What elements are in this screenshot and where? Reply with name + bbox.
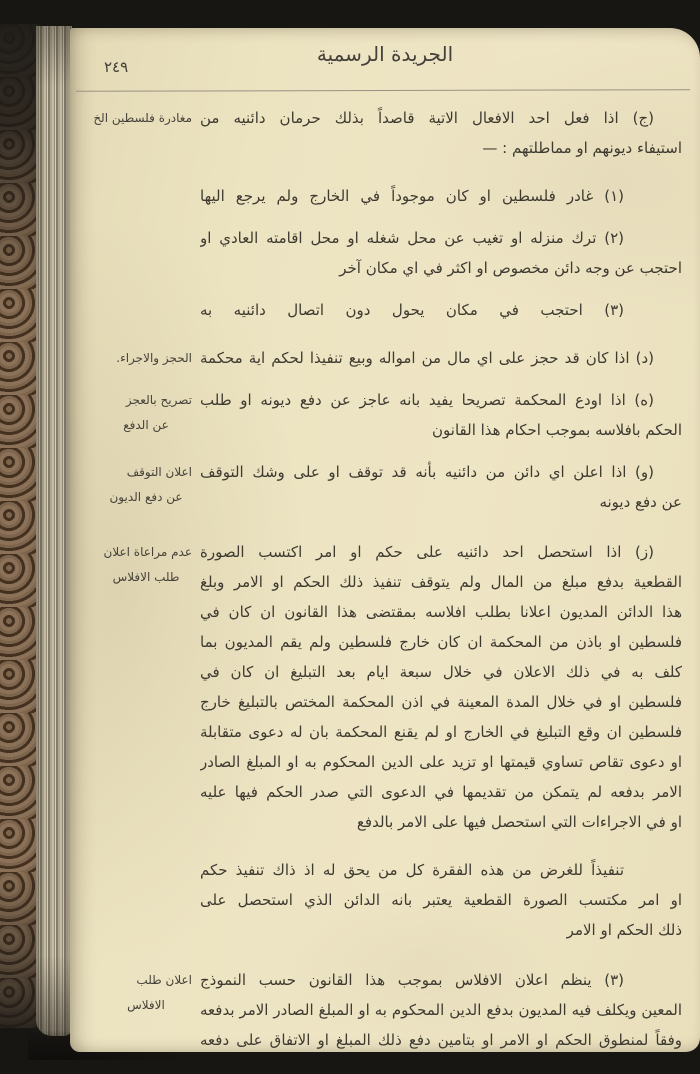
clause-3-bankruptcy-notice — [90, 965, 682, 1055]
margin-note-line: تصريح بالعجز — [125, 393, 192, 407]
text-line: القطعية بدفع مبلغ من المال ولم يتوقف تنفيذ ذلك الحكم او الامر وبلغ — [200, 573, 682, 591]
margin-note-dal — [90, 346, 192, 371]
margin-note-line: اعلان طلب — [136, 973, 192, 987]
page-title: الجريدة الرسمية — [316, 42, 454, 66]
margin-note-line: مغادرة فلسطين الخ — [93, 111, 192, 125]
text-line: هذا الدائن المديون اعلانا بطلب افلاسه بمقتضى هذا القانون ان كان في — [200, 603, 682, 621]
paragraph-dal — [90, 343, 682, 373]
text-line: فلسطين ان وقع التبليغ في الخارج او لم يقنع المحكمة بان له دعوى متقابلة — [200, 723, 682, 741]
text-line: ذلك الحكم او الامر — [566, 921, 682, 939]
text-line: (٢) ترك منزله او تغيب عن محل شغله او محل اقامته العادي او — [200, 229, 624, 247]
margin-note-line: عن الدفع — [123, 418, 169, 432]
book-cover-spine — [0, 24, 40, 1028]
gazette-page — [70, 28, 700, 1052]
text-line: او في الاجراءات التي استحصل فيها على الامر بالدفع — [356, 813, 682, 831]
page-edges — [36, 26, 72, 1036]
text-line: فلسطين او في خلال المدة المعينة في اذن المحكمة المختص بالتبليغ خارج — [200, 693, 682, 711]
margin-note-line: عدم مراعاة اعلان — [103, 545, 192, 559]
text-line: (ز) اذا استحصل احد دائنيه على حكم او امر اكتسب الصورة — [200, 543, 654, 561]
clause-2 — [90, 223, 682, 283]
text-line: عن دفع ديونه — [599, 493, 682, 511]
header-rule — [76, 89, 690, 92]
margin-note-line: طلب الافلاس — [112, 570, 180, 584]
clause-3 — [90, 295, 682, 325]
margin-note-line: عن دفع الديون — [109, 490, 183, 504]
margin-note-line: الافلاس — [127, 998, 165, 1012]
text-line: (٣) ينظم اعلان الافلاس بموجب هذا القانون حسب النموذج — [200, 971, 624, 989]
text-line: (و) اذا اعلن اي دائن من دائنيه بأنه قد توقف او على وشك التوقف — [200, 463, 654, 481]
text-line: المعين ويكلف فيه المديون بدفع الدين المحكوم به او المبلغ الصادر الامر بدفعه — [200, 1001, 682, 1019]
paragraph-execution — [90, 855, 682, 945]
text-line: (ه) اذا اودع المحكمة تصريحا يفيد بانه عاجز عن دفع ديونه او طلب — [200, 391, 654, 409]
text-line: الحكم بافلاسه بموجب احكام هذا القانون — [432, 421, 682, 439]
margin-note-line: اعلان التوقف — [126, 465, 192, 479]
text-line: (١) غادر فلسطين او كان موجوداً في الخارج ولم يرجع اليها — [200, 187, 624, 205]
margin-note-zay — [90, 540, 192, 590]
text-line: تنفيذاً للغرض من هذه الفقرة كل من يحق له اذ ذاك تنفيذ حكم — [200, 861, 624, 879]
page-header — [70, 28, 700, 88]
margin-note-waw — [90, 460, 192, 510]
paragraph-zay — [90, 537, 682, 837]
paragraph-jeem — [90, 103, 682, 163]
text-line: احتجب عن وجه دائن مخصوص او اكثر في اي مكان آخر — [339, 259, 682, 277]
text-line: وفقاً لمنطوق الحكم او الامر او بتامين دفع ذلك المبلغ او الاتفاق على دفعه — [200, 1031, 682, 1049]
margin-note-jeem — [90, 106, 192, 131]
text-line: (٣) احتجب في مكان يحول دون اتصال دائنيه به — [200, 301, 624, 319]
margin-note-ha — [90, 388, 192, 438]
text-line: (د) اذا كان قد حجز على اي مال من امواله وبيع تنفيذا لحكم اية محكمة — [200, 349, 654, 367]
text-line: استيفاء ديونهم او مماطلتهم : — — [482, 139, 682, 157]
text-line: (ج) اذا فعل احد الافعال الاتية قاصداً بذلك حرمان دائنيه من — [200, 109, 654, 127]
paragraph-waw — [90, 457, 682, 517]
text-line: الامر بدفعه لم يتمكن من تقديمها في الدعوى التي صدر الحكم فيها عليه — [200, 783, 682, 801]
text-line: فلسطين او باذن من المحكمة ان كان خارج فلسطين ولم يقم المديون بما — [200, 633, 682, 651]
text-line: كلف به في ذلك الاعلان في خلال سبعة ايام بعد التبليغ ان كان في — [200, 663, 682, 681]
paragraph-ha — [90, 385, 682, 445]
margin-note-line: الحجز والاجراء. — [116, 351, 192, 365]
clause-1 — [90, 181, 682, 211]
text-line: او امر مكتسب الصورة القطعية يعتبر بانه الدائن الذي استحصل على — [200, 891, 682, 909]
page-number: ٢٤٩ — [104, 58, 129, 76]
text-line: او دعوى تقاص تساوي قيمتها او تزيد على الدين المحكوم به او المبلغ الصادر — [200, 753, 682, 771]
margin-note-bankruptcy — [90, 968, 192, 1018]
page-content — [70, 103, 700, 1055]
